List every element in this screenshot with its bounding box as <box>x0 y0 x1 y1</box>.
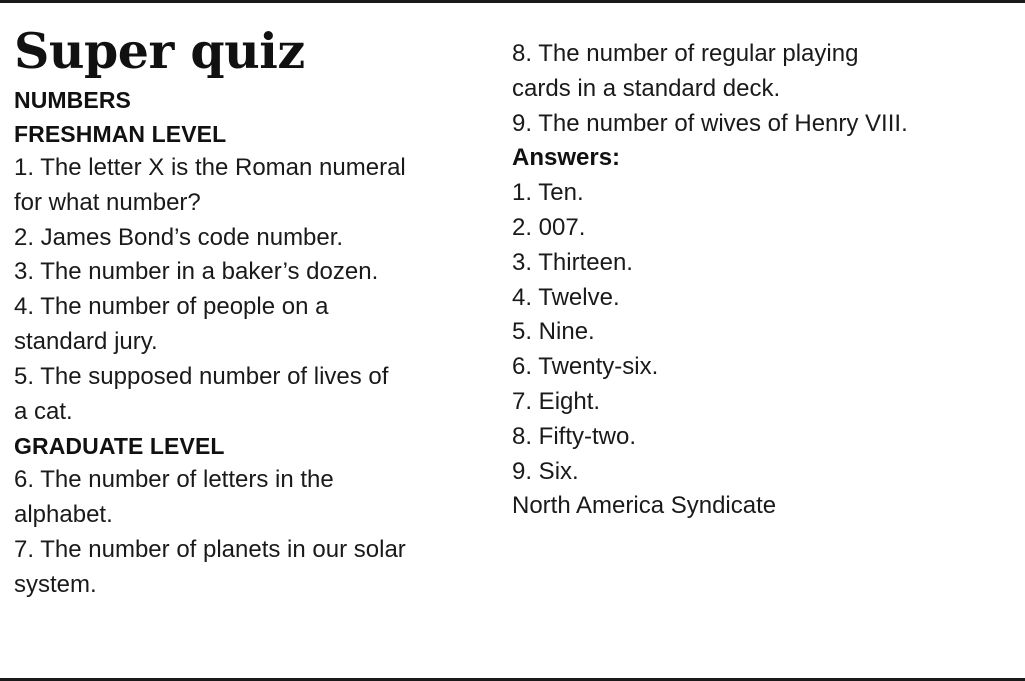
answer-line: 6. Twenty-six. <box>512 353 659 381</box>
question-line: system. <box>14 570 97 598</box>
answer-line: 9. Six. <box>512 457 579 485</box>
question-line: 2. James Bond’s code number. <box>14 223 344 251</box>
question-line: a cat. <box>14 397 73 425</box>
right-column <box>500 3 1025 678</box>
graduate-level-heading: GRADUATE LEVEL <box>14 433 225 460</box>
syndicate-credit: North America Syndicate <box>512 492 777 520</box>
two-column-layout <box>0 3 1025 678</box>
answer-line: 8. Fifty-two. <box>512 422 637 450</box>
freshman-level-heading: FRESHMAN LEVEL <box>14 121 227 147</box>
answer-line: 5. Nine. <box>512 318 595 346</box>
answer-line: 3. Thirteen. <box>512 248 633 276</box>
question-line: 8. The number of regular playing <box>512 40 859 67</box>
answers-heading: Answers: <box>512 144 621 172</box>
question-line: cards in a standard deck. <box>512 74 781 102</box>
question-line: standard jury. <box>14 328 158 356</box>
question-line: for what number? <box>14 188 201 216</box>
answer-line: 4. Twelve. <box>512 283 620 311</box>
answer-line: 2. 007. <box>512 213 586 241</box>
question-line: 9. The number of wives of Henry VIII. <box>512 109 908 137</box>
question-line: 6. The number of letters in the <box>14 466 334 494</box>
answer-line: 7. Eight. <box>512 387 601 415</box>
left-column <box>0 3 500 678</box>
answer-line: 1. Ten. <box>512 179 584 207</box>
question-line: 5. The supposed number of lives of <box>14 362 389 390</box>
question-line: 7. The number of planets in our solar <box>14 536 406 564</box>
page-title: Super quiz <box>14 22 305 80</box>
question-line: 1. The letter X is the Roman numeral <box>14 154 406 182</box>
question-line: alphabet. <box>14 501 113 529</box>
question-line: 4. The number of people on a <box>14 293 329 321</box>
question-line: 3. The number in a baker’s dozen. <box>14 258 379 286</box>
category-heading: NUMBERS <box>14 86 131 113</box>
